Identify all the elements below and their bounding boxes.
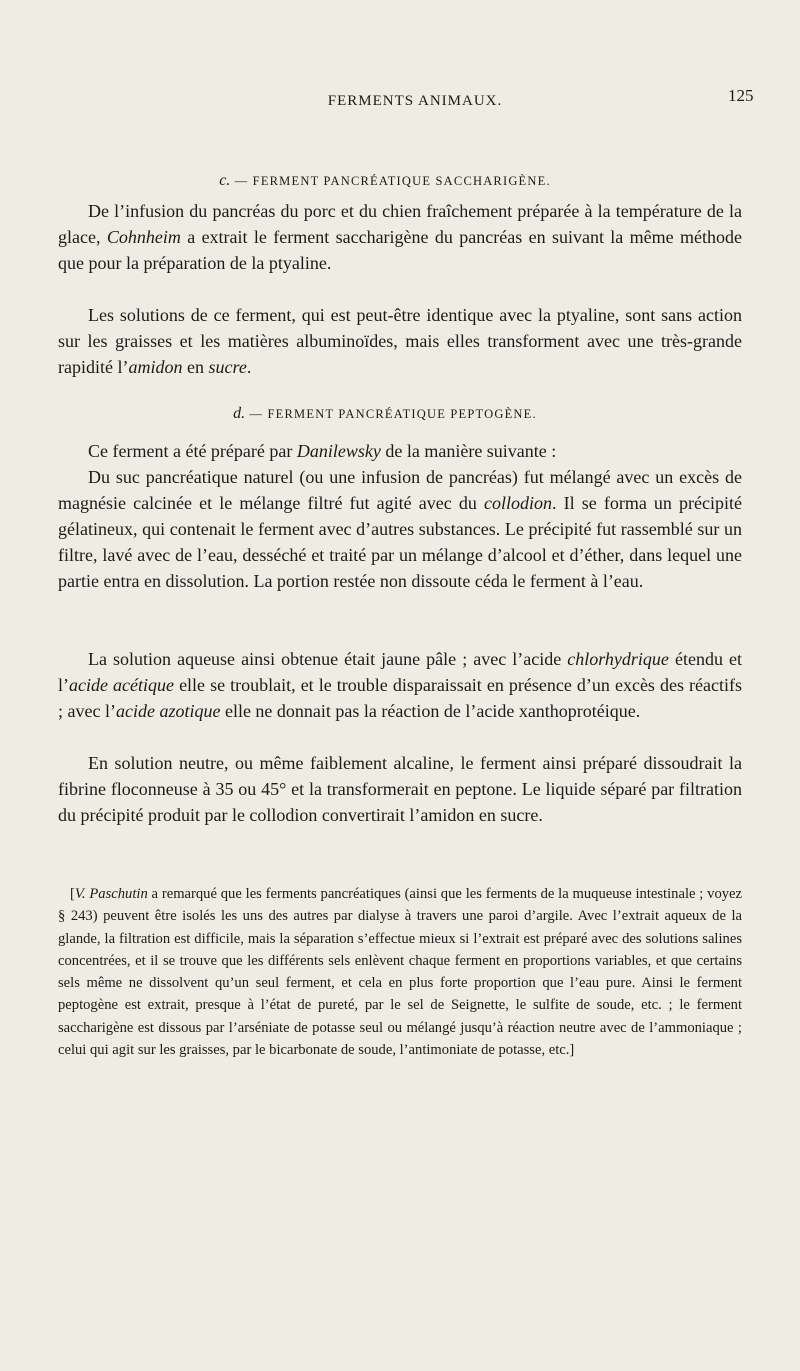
paragraph-d-3 [58,646,742,724]
emphasis: acide azotique [115,701,221,721]
text-run: [ [70,886,75,902]
text-run: Du suc pancréatique naturel (ou une infusion de pancréas) fut mélangé avec un excès de magnésie calcinée et le mélange filtré fut agité avec du [58,467,742,513]
section-d-title: — FERMENT PANCRÉATIQUE PEPTOGÈNE. [245,407,537,421]
text-run: a remarqué que les ferments pancréatiques (ainsi que les ferments de la muqueuse intestinale ; voyez § 243) peuvent être isolés les uns des autres par dialyse à travers une paroi d’argile. Avec l’extrait aqueux de la glande, la filtration est difficile, mais la séparation s’effectue mieux si l’extrait est préparé avec des solutions salines concentrées, et il se trouve que les différents sels enlèvent chaque ferment en proportions variables, et que certains sels même ne dissolvent qu’un seul ferment, et cela en plus forte proportion que l’eau pure. Ainsi le ferment peptogène est extrait, presque à l’état de pureté, par le sel de Seignette, le sulfite de soude, etc. ; le ferment saccharigène est dissous par l’arséniate de potasse seul ou mélangé jusqu’à réaction neutre avec de l’ammoniaque ; celui qui agit sur les graisses, par le bicarbonate de soude, l’antimoniate de potasse, etc.] [58,886,742,1059]
text-run: Ce ferment a été préparé par [88,441,297,461]
text-run: de la manière suivante : [380,441,557,461]
emphasis: amidon [128,357,183,377]
section-c-heading [0,172,800,190]
paragraph-d-2 [58,464,742,594]
text-run: De l’infusion du pancréas du porc et du chien fraîchement préparée à la température de la glace, [58,201,742,247]
text-run: elle ne donnait pas la réaction de l’acide xanthoprotéique. [220,701,641,721]
text-run: a extrait le ferment saccharigène du pancréas en suivant la même méthode que pour la préparation de la ptyaline. [58,227,742,273]
text-run: étendu et l’ [58,649,742,695]
running-title: FERMENTS ANIMAUX. [327,93,503,109]
author-name: Cohnheim [106,227,181,247]
section-c-title: — FERMENT PANCRÉATIQUE SACCHARIGÈNE. [230,174,551,188]
text-run: Les solutions de ce ferment, qui est peut-être identique avec la ptyaline, sont sans action sur les graisses et les matières albuminoïdes, mais elles transforment avec une très-grande rapidité l’ [58,305,742,377]
text-run: elle se troublait, et le trouble disparaissait en présence d’un excès des réactifs ; avec l’ [58,675,743,721]
section-c-letter: c. [219,172,231,189]
emphasis: acide acétique [69,675,175,695]
footnote [58,883,742,1061]
paragraph-c-2 [58,302,742,380]
page-number: 125 [728,86,754,105]
section-d-heading [0,405,800,423]
text-run: . [246,357,252,377]
author-name: V. Paschutin [74,886,148,902]
section-d-letter: d. [233,405,246,422]
paragraph-c-1 [58,198,742,276]
emphasis: chlorhydrique [567,649,669,669]
author-name: Danilewsky [296,441,381,461]
emphasis: collodion [483,493,552,513]
text-run: . Il se forma un précipité gélatineux, qui contenait le ferment avec d’autres substances. Le précipité fut rassemblé sur un filtre, lavé avec de l’eau, desséché et traité par un mélange d’alcool et d’éther, dans lequel une partie entra en dissolution. La portion restée non dissoute céda le ferment à l’eau. [58,493,743,591]
emphasis: sucre [208,357,247,377]
paragraph-d-1 [58,438,742,464]
text-run: en [182,357,209,377]
text-run: La solution aqueuse ainsi obtenue était jaune pâle ; avec l’acide [88,649,568,669]
paragraph-d-4: En solution neutre, ou même faiblement alcaline, le ferment ainsi préparé dissoudrait la fibrine floconneuse à 35 ou 45° et la transformerait en peptone. Le liquide séparé par filtration du précipité produit par le collodion convertirait l’amidon en sucre. [58,753,742,825]
